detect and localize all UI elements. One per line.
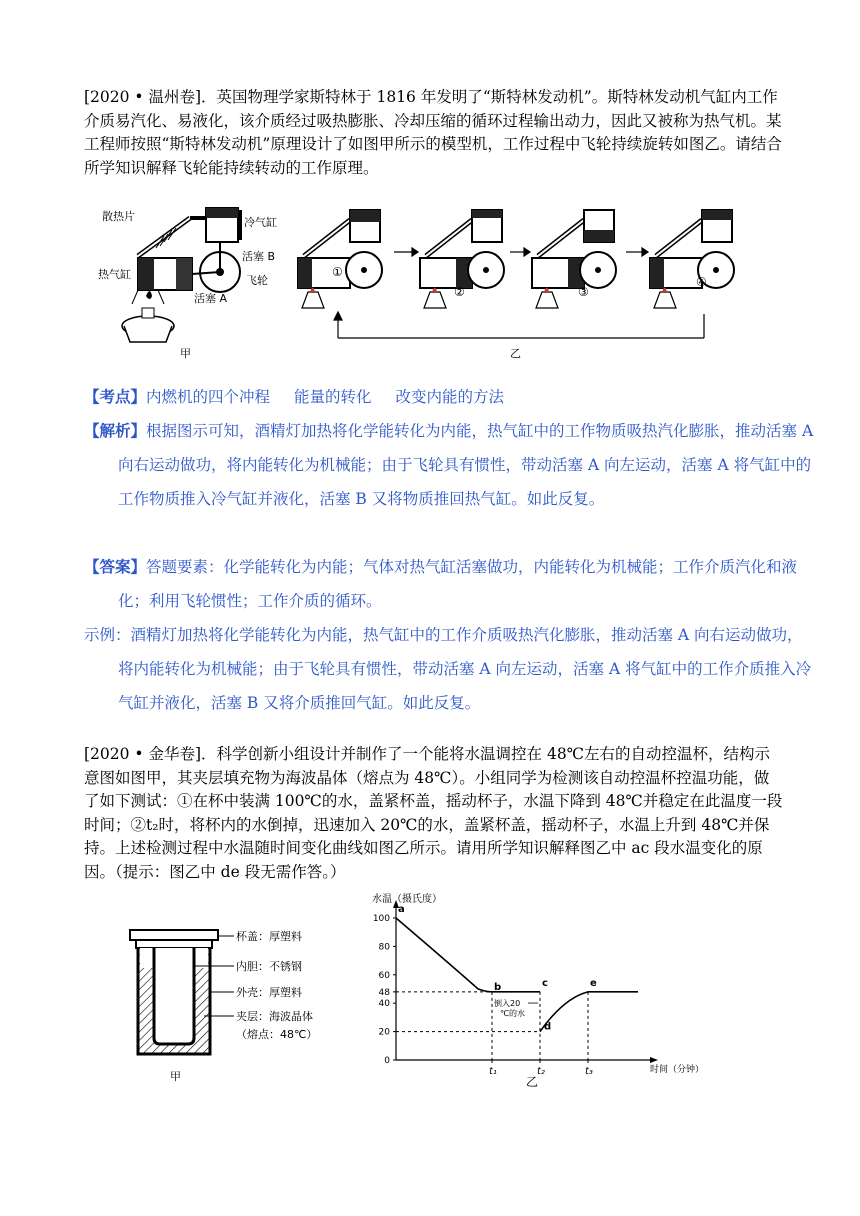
engine-step-3 <box>532 210 616 308</box>
caption-yi: 乙 <box>510 347 521 360</box>
q1-daan <box>84 550 818 618</box>
chart-ylabel: 水温（摄氏度） <box>372 894 442 905</box>
cycle-arrows <box>334 248 704 338</box>
kaodian-item-2: 能量的转化 <box>294 388 372 406</box>
y-tick-label: 40 <box>378 999 390 1010</box>
jiexi-tag: 【解析】 <box>84 421 147 440</box>
q2-stem <box>84 743 784 884</box>
point-label-b: b <box>494 981 502 993</box>
engine-step-2 <box>420 210 504 308</box>
caption-cup-jia: 甲 <box>170 1070 181 1083</box>
annotation-line-2: ℃的水 <box>500 1009 525 1019</box>
label-outer: 外壳：厚塑料 <box>236 986 302 999</box>
label-heat-sink: 散热片 <box>102 210 135 223</box>
kaodian-item-1: 内燃机的四个冲程 <box>146 388 271 406</box>
x-tick-label: t₃ <box>585 1066 593 1077</box>
x-axis-arrow <box>650 1057 658 1063</box>
point-label-c: c <box>542 977 548 989</box>
point-label-d: d <box>544 1021 552 1033</box>
step-2-marker: ② <box>454 285 465 299</box>
kaodian-tag: 【考点】 <box>84 387 147 406</box>
x-tick-label: t₂ <box>537 1066 545 1077</box>
curve-ac <box>396 918 540 992</box>
label-layer: 夹层：海波晶体 <box>236 1010 313 1023</box>
curve-de <box>540 992 638 1032</box>
q1-stem <box>84 86 784 180</box>
y-tick-label: 20 <box>378 1027 390 1038</box>
engine-step-4 <box>650 210 734 308</box>
step-3-marker: ③ <box>578 285 589 299</box>
temperature-chart <box>368 888 718 1088</box>
y-tick-label: 0 <box>384 1056 390 1066</box>
q1-text: 英国物理学家斯特林于 1816 年发明了“斯特林发动机”。斯特林发动机气缸内工作介质易汽化、易液化，该介质经过吸热膨胀、冷却压缩的循环过程输出动力，因此又被称为热气机。某工程师按照“斯特林发动机”原理设计了如图甲所示的模型机，工作过程中飞轮持续旋转如图乙。请结合所学知识解释飞轮能持续转动的工作原理。 <box>84 88 782 177</box>
label-cold-cylinder: 冷气缸 <box>244 216 277 229</box>
chart-caption-yi: 乙 <box>526 1075 539 1088</box>
q2-text: 科学创新小组设计并制作了一个能将水温调控在 48℃左右的自动控温杯，结构示意图如图甲，其夹层填充物为海波晶体（熔点为 48℃）。小组同学为检测该自动控温杯控温功能，做了如下测试：①在杯中装满 100℃的水，盖紧杯盖，摇动杯子，水温下降到 48℃并稳定在此温度一段时间；②t₂时，将杯内的水倒掉，迅速加入 20℃的水，盖紧杯盖，摇动杯子，水温上升到 48℃并保持。上述检测过程中水温随时间变化曲线如图乙所示。请用所学知识解释图乙中 ac 段水温变化的原因。（提示：图乙中 de 段无需作答。） <box>84 745 783 881</box>
engine-step-1 <box>298 210 382 308</box>
kaodian-item-3: 改变内能的方法 <box>395 388 505 406</box>
chart-xlabel: 时间（分钟） <box>650 1065 705 1075</box>
q1-source: [2020 • 温州卷]． <box>84 88 217 106</box>
figure-yi-cycle <box>298 210 734 360</box>
label-piston-b: 活塞 B <box>242 250 276 263</box>
point-label-a: a <box>398 904 405 915</box>
label-flywheel: 飞轮 <box>246 274 268 287</box>
label-hot-cylinder: 热气缸 <box>98 268 131 281</box>
x-tick-label: t₁ <box>489 1066 497 1077</box>
label-inner: 内胆：不锈钢 <box>236 960 302 973</box>
stirling-engine-figure <box>98 196 738 364</box>
step-1-marker: ① <box>332 265 343 279</box>
label-piston-a: 活塞 A <box>194 292 228 305</box>
jiexi-text: 根据图示可知，酒精灯加热将化学能转化为内能，热气缸中的工作物质吸热汽化膨胀，推动活塞 A 向右运动做功，将内能转化为机械能；由于飞轮具有惯性，带动活塞 A 向左运动，活塞 A 将气缸中的工作物质推入冷气缸并液化，活塞 B 又将物质推回热气缸。如此反复。 <box>118 422 814 508</box>
caption-jia: 甲 <box>180 347 191 360</box>
y-tick-label: 60 <box>378 970 390 981</box>
cup-figure <box>126 926 346 1086</box>
daan-tag: 【答案】 <box>84 557 147 576</box>
q2-source: [2020 • 金华卷]． <box>84 745 217 763</box>
q1-jiexi <box>84 414 818 516</box>
figure-jia-engine <box>98 208 277 360</box>
daan-text: 答题要素：化学能转化为内能；气体对热气缸活塞做功，内能转化为机械能；工作介质汽化和液化；利用飞轮惯性；工作介质的循环。 <box>118 558 798 610</box>
y-tick-label: 80 <box>378 942 390 953</box>
annotation-line-1: 倒入20 <box>494 999 521 1009</box>
cup-lid <box>130 930 218 940</box>
cup-inner-liner <box>154 948 194 1044</box>
label-lid: 杯盖：厚塑料 <box>236 930 302 943</box>
label-melting-point: （熔点：48℃） <box>236 1028 318 1041</box>
q1-kaodian <box>84 380 784 414</box>
point-label-e: e <box>590 977 597 989</box>
q1-example: 示例：酒精灯加热将化学能转化为内能，热气缸中的工作介质吸热汽化膨胀，推动活塞 A 向右运动做功，将内能转化为机械能；由于飞轮具有惯性，带动活塞 A 向左运动，活塞 A 将气缸中的工作介质推入冷气缸并液化，活塞 B 又将介质推回气缸。如此反复。 <box>84 626 812 712</box>
y-tick-label: 100 <box>372 914 390 924</box>
y-tick-label: 48 <box>378 987 390 998</box>
step-4-marker: ④ <box>696 275 707 289</box>
